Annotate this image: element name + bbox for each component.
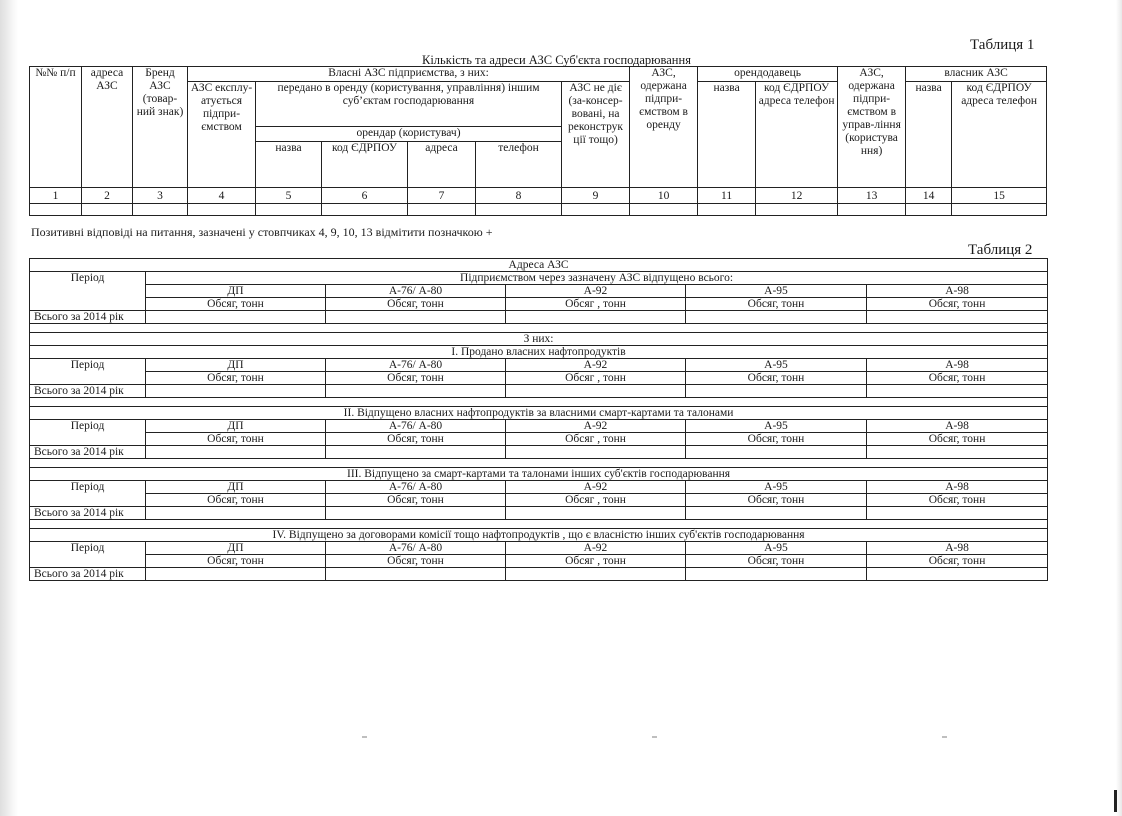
t2-volume-header: Обсяг, тонн [867,555,1048,568]
t2-volume-header: Обсяг, тонн [326,298,506,311]
t1-header-leased-in [630,67,698,188]
t2-fuel-dp: ДП [146,359,326,372]
t1-header-owner-name: назва [906,82,952,188]
t2-value-cell[interactable] [867,385,1048,398]
t2-section-title: ІІ. Відпущено власних нафтопродуктів за власними смарт-картами та талонами [30,407,1048,420]
t2-value-cell[interactable] [146,385,326,398]
t1-cell[interactable] [322,204,408,216]
t1-col-number: 8 [476,188,562,204]
t2-spacer-row [30,398,1048,407]
t2-value-cell[interactable] [146,568,326,581]
t1-cell[interactable] [133,204,188,216]
t2-value-cell[interactable] [326,385,506,398]
table1 [29,66,1047,216]
t2-value-cell[interactable] [326,311,506,324]
t1-cell[interactable] [838,204,906,216]
t2-row-total: Всього за 2014 рік [30,385,146,398]
t1-header-brand: Бренд АЗС (товар-ний знак) [133,67,188,188]
t2-volume-header: Обсяг, тонн [146,433,326,446]
t1-header-lessor-group: орендодавець [698,67,838,82]
t2-period-header: Період [30,272,146,311]
t1-header-owner-code: код ЄДРПОУ адреса телефон [952,82,1047,188]
t1-col-number: 2 [82,188,133,204]
t1-col-number: 14 [906,188,952,204]
t2-volume-header: Обсяг, тонн [326,372,506,385]
t1-header-managed-body: одержана підпри-ємством в управ-ління (користува ння) [842,80,901,157]
t2-row-total: Всього за 2014 рік [30,507,146,520]
t2-volume-header: Обсяг, тонн [326,433,506,446]
scan-dash [362,736,367,738]
t1-col-number: 12 [756,188,838,204]
t2-value-cell[interactable] [146,507,326,520]
t2-fuel-a98: А-98 [867,481,1048,494]
t1-cell[interactable] [408,204,476,216]
t2-value-cell[interactable] [867,507,1048,520]
t1-header-managed [838,67,906,188]
t1-cell[interactable] [906,204,952,216]
positive-answers-note: Позитивні відповіді на питання, зазначені у стовпчиках 4, 9, 10, 13 відмітити позначкою + [31,225,493,239]
t2-fuel-a95: А-95 [686,481,867,494]
t2-row-total: Всього за 2014 рік [30,568,146,581]
t1-header-inactive: АЗС не діє (за-консер-вовані, на реконструк ції тощо) [562,82,630,188]
t2-value-cell[interactable] [686,385,867,398]
t1-header-lessee-address: адреса [408,142,476,188]
t2-volume-header: Обсяг , тонн [506,494,686,507]
t1-cell[interactable] [630,204,698,216]
table1-label: Таблиця 1 [970,37,1035,53]
t1-header-lessee-group: орендар (користувач) [256,127,562,142]
t2-fuel-a76: А-76/ А-80 [326,285,506,298]
t2-fuel-a92: А-92 [506,481,686,494]
t2-value-cell[interactable] [146,446,326,459]
t1-header-owner-group: власник АЗС [906,67,1047,82]
t1-header-lessee-name: назва [256,142,322,188]
t1-header-managed-top: АЗС, [859,67,884,79]
t2-value-cell[interactable] [686,446,867,459]
t1-header-lessee-code: код ЄДРПОУ [322,142,408,188]
t2-value-cell[interactable] [506,385,686,398]
t1-header-lessee-phone: телефон [476,142,562,188]
t2-fuel-a76: А-76/ А-80 [326,359,506,372]
t2-fuel-dp: ДП [146,542,326,555]
t2-fuel-a95: А-95 [686,542,867,555]
t1-col-number: 10 [630,188,698,204]
t1-header-leased-in-top: АЗС, [651,67,676,79]
t2-volume-header: Обсяг, тонн [686,433,867,446]
t1-cell[interactable] [698,204,756,216]
t1-cell[interactable] [756,204,838,216]
t1-cell[interactable] [188,204,256,216]
t2-volume-header: Обсяг, тонн [867,433,1048,446]
t2-section-title: ІІІ. Відпущено за смарт-картами та талонами інших суб'єктів господарювання [30,468,1048,481]
t2-row-total: Всього за 2014 рік [30,311,146,324]
t2-volume-header: Обсяг, тонн [867,494,1048,507]
t1-cell[interactable] [82,204,133,216]
t1-col-number: 11 [698,188,756,204]
t2-fuel-a92: А-92 [506,285,686,298]
t1-empty-row [30,204,1047,216]
t2-volume-header: Обсяг, тонн [686,555,867,568]
t2-value-cell[interactable] [686,568,867,581]
t2-value-cell[interactable] [326,568,506,581]
t2-value-cell[interactable] [867,446,1048,459]
t2-total-title: Підприємством через зазначену АЗС відпущено всього: [146,272,1048,285]
t2-fuel-a98: А-98 [867,359,1048,372]
t1-col-number: 7 [408,188,476,204]
table1-caption: Кількість та адреси АЗС Суб'єкта господарювання [422,53,691,67]
t2-volume-header: Обсяг, тонн [146,298,326,311]
t1-col-number: 9 [562,188,630,204]
t2-period-header: Період [30,420,146,446]
t2-volume-header: Обсяг, тонн [686,372,867,385]
t2-section-title: І. Продано власних нафтопродуктів [30,346,1048,359]
t2-fuel-a95: А-95 [686,285,867,298]
t2-volume-header: Обсяг , тонн [506,555,686,568]
t2-row-total: Всього за 2014 рік [30,446,146,459]
t2-section-title: IV. Відпущено за договорами комісії тощо нафтопродуктів , що є власністю інших суб'єктів господарювання [30,529,1048,542]
t2-value-cell[interactable] [326,446,506,459]
t2-fuel-a92: А-92 [506,359,686,372]
t2-volume-header: Обсяг, тонн [686,494,867,507]
t2-volume-header: Обсяг, тонн [146,494,326,507]
t2-value-cell[interactable] [506,507,686,520]
t2-period-header: Період [30,542,146,568]
t2-value-cell[interactable] [867,568,1048,581]
t2-fuel-a95: А-95 [686,359,867,372]
t2-fuel-dp: ДП [146,481,326,494]
t2-value-cell[interactable] [867,311,1048,324]
t2-value-cell[interactable] [506,446,686,459]
t2-value-cell[interactable] [686,507,867,520]
t1-col-number: 1 [30,188,82,204]
t1-cell[interactable] [30,204,82,216]
t1-col-number: 3 [133,188,188,204]
scan-dash [652,736,657,738]
t2-volume-header: Обсяг , тонн [506,433,686,446]
t1-col-number: 5 [256,188,322,204]
t1-header-leased-out-group: передано в оренду (користування, управління) іншим суб’єктам господарювання [256,82,562,127]
t1-header-operated: АЗС експлу-атується підпри-ємством [188,82,256,188]
t2-fuel-a76: А-76/ А-80 [326,420,506,433]
t2-value-cell[interactable] [686,311,867,324]
t2-period-header: Період [30,359,146,385]
t2-value-cell[interactable] [326,507,506,520]
t2-volume-header: Обсяг, тонн [146,555,326,568]
t2-spacer-row [30,324,1048,333]
t2-fuel-dp: ДП [146,285,326,298]
t2-fuel-dp: ДП [146,420,326,433]
t2-spacer-row [30,520,1048,529]
t2-volume-header: Обсяг, тонн [867,298,1048,311]
t2-fuel-a76: А-76/ А-80 [326,542,506,555]
table2-label: Таблиця 2 [968,242,1033,258]
scan-edge-mark [1114,790,1117,812]
scan-edge-shadow [0,0,18,816]
scan-edge-shadow-right [1116,0,1122,816]
t2-spacer-row [30,459,1048,468]
t2-fuel-a92: А-92 [506,542,686,555]
t2-volume-header: Обсяг, тонн [326,555,506,568]
t2-fuel-a98: А-98 [867,542,1048,555]
t1-header-own-group: Власні АЗС підприємства, з них: [188,67,630,82]
t1-header-address: адреса АЗС [82,67,133,188]
t1-header-lessor-code: код ЄДРПОУ адреса телефон [756,82,838,188]
table2 [29,258,1048,581]
t2-volume-header: Обсяг, тонн [686,298,867,311]
t1-col-number: 6 [322,188,408,204]
t1-header-leased-in-body: одержана підпри-ємством в оренду [639,80,688,131]
t1-col-number: 13 [838,188,906,204]
t2-fuel-a95: А-95 [686,420,867,433]
t2-of-them: З них: [30,333,1048,346]
t2-volume-header: Обсяг , тонн [506,372,686,385]
t1-col-number: 15 [952,188,1047,204]
t2-volume-header: Обсяг, тонн [146,372,326,385]
t1-header-lessor-name: назва [698,82,756,188]
t1-col-number: 4 [188,188,256,204]
t2-volume-header: Обсяг , тонн [506,298,686,311]
t2-volume-header: Обсяг, тонн [867,372,1048,385]
t2-fuel-a98: А-98 [867,420,1048,433]
t2-fuel-a76: А-76/ А-80 [326,481,506,494]
t1-cell[interactable] [256,204,322,216]
t2-value-cell[interactable] [506,568,686,581]
scan-dash [942,736,947,738]
t1-cell[interactable] [952,204,1047,216]
t1-cell[interactable] [562,204,630,216]
t2-value-cell[interactable] [506,311,686,324]
t2-fuel-a92: А-92 [506,420,686,433]
t2-address: Адреса АЗС [30,259,1048,272]
t2-fuel-a98: А-98 [867,285,1048,298]
t2-volume-header: Обсяг, тонн [326,494,506,507]
t1-header-num: №№ п/п [30,67,82,188]
t1-cell[interactable] [476,204,562,216]
t2-value-cell[interactable] [146,311,326,324]
t2-period-header: Період [30,481,146,507]
